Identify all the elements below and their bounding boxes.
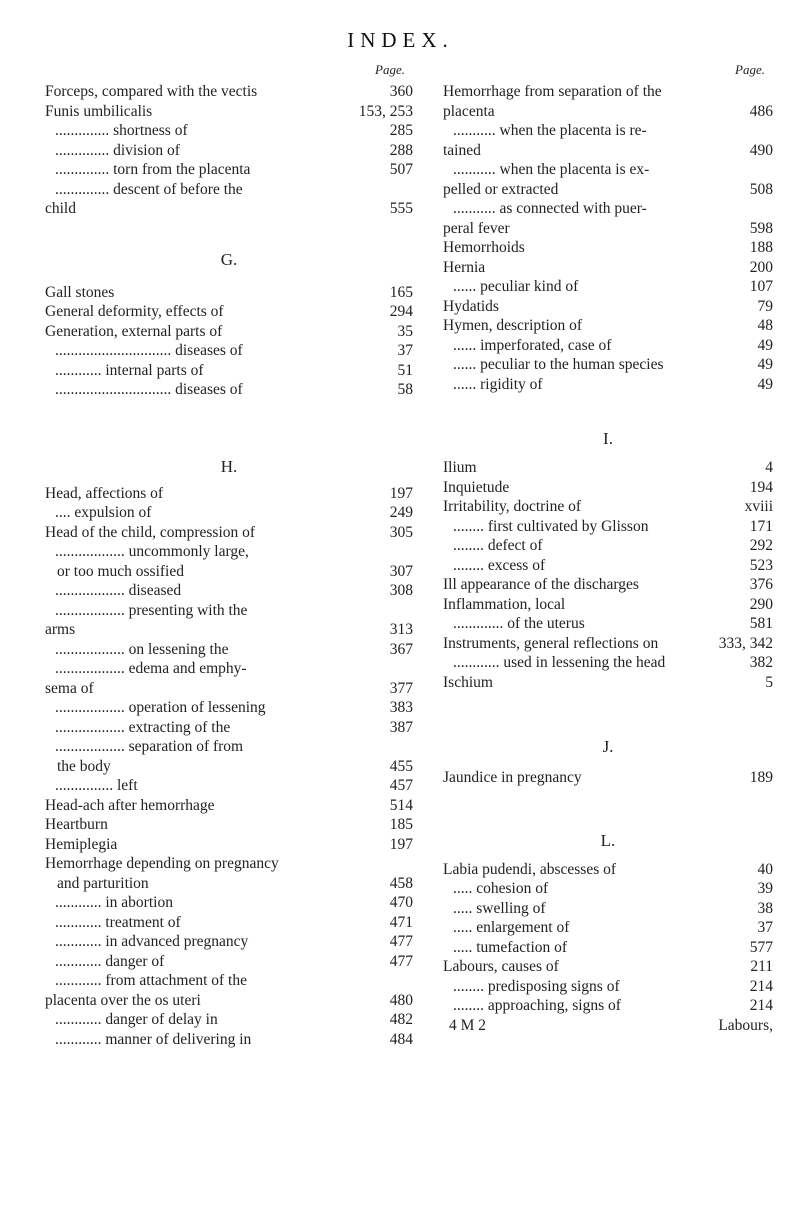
index-entry: [443, 102, 773, 122]
index-entry: [45, 523, 413, 543]
entry-term: ............ in advanced pregnancy: [55, 933, 249, 950]
entry-term: .................. on lessening the: [55, 640, 229, 658]
index-entry: [45, 718, 413, 738]
index-entry: [443, 497, 773, 517]
entry-term: ........ defect of: [453, 537, 543, 554]
entry-term: ............. of the uterus: [453, 615, 585, 632]
index-entry: [443, 121, 773, 141]
entry-page: 285: [389, 122, 413, 139]
entry-term: General deformity, effects of: [45, 303, 224, 320]
index-entry: [443, 478, 773, 498]
left-column: [45, 62, 413, 1049]
entry-term: Head, affections of: [45, 484, 164, 502]
entry-term: ........ predisposing signs of: [453, 977, 620, 995]
entry-page: 457: [389, 777, 413, 794]
index-section: [45, 456, 413, 1050]
index-section: [443, 82, 773, 394]
entry-page: 48: [757, 317, 773, 334]
index-entry: [45, 640, 413, 660]
entry-term: .............. shortness of: [55, 122, 188, 139]
index-entry: [45, 283, 413, 303]
entry-page: 188: [749, 239, 773, 256]
entry-term: Labours, causes of: [443, 958, 559, 975]
entry-term: .................. operation of lessening: [55, 699, 266, 716]
entry-term: .............................. diseases of: [55, 342, 243, 359]
index-entry: [443, 336, 773, 356]
entry-page: 153, 253: [358, 102, 413, 120]
index-entry: [45, 121, 413, 141]
index-entry: [45, 82, 413, 102]
entry-term: .............. division of: [55, 141, 180, 159]
index-entry: [45, 776, 413, 796]
entry-term: Heartburn: [45, 816, 108, 833]
index-entry: [443, 977, 773, 997]
signature-line: [443, 1016, 773, 1036]
entry-page: 49: [757, 336, 773, 354]
index-entry: [443, 634, 773, 654]
entry-page: 194: [749, 478, 773, 496]
index-entry: [443, 199, 773, 219]
entry-page: 482: [389, 1011, 413, 1028]
entry-page: 197: [389, 835, 413, 853]
entry-term: the body: [57, 757, 111, 775]
entry-term: ..... enlargement of: [453, 919, 570, 936]
entry-page: 470: [389, 894, 413, 911]
index-entry: [45, 562, 413, 582]
entry-term: .................. presenting with the: [55, 601, 248, 619]
entry-page: 387: [389, 718, 413, 736]
entry-page: 37: [757, 919, 773, 936]
entry-term: Ill appearance of the discharges: [443, 576, 639, 593]
index-entry: [443, 316, 773, 336]
entry-page: 211: [750, 958, 773, 975]
entry-page: xviii: [744, 498, 773, 515]
index-entry: [443, 860, 773, 880]
entry-page: 165: [389, 283, 413, 301]
entry-page: 58: [397, 381, 413, 398]
entry-page: 200: [749, 258, 773, 276]
entry-term: .................. extracting of the: [55, 718, 231, 736]
entry-term: sema of: [45, 679, 94, 697]
index-entry: [443, 768, 773, 788]
entry-page: 377: [389, 679, 413, 697]
index-entry: [45, 815, 413, 835]
entry-term: ............ danger of: [55, 952, 165, 970]
entry-page: 189: [749, 769, 773, 786]
section-letter: G.: [220, 249, 238, 269]
entry-term: Labia pudendi, abscesses of: [443, 860, 617, 878]
entry-page: 214: [749, 977, 773, 995]
entry-page: 294: [389, 303, 413, 320]
entry-term: ...... peculiar kind of: [453, 278, 579, 295]
entry-page: 382: [749, 654, 773, 671]
entry-term: ...... imperforated, case of: [453, 336, 612, 354]
index-entry: [45, 160, 413, 180]
entry-term: Gall stones: [45, 283, 115, 301]
entry-page: 486: [749, 102, 773, 120]
index-entry: [443, 219, 773, 239]
index-blocks: [443, 82, 773, 1016]
index-entry: [45, 659, 413, 679]
entry-page: 376: [749, 576, 773, 593]
entry-term: Ischium: [443, 673, 493, 691]
entry-term: ...... rigidity of: [453, 375, 543, 393]
entry-page: 185: [389, 816, 413, 833]
index-entry: [45, 601, 413, 621]
index-blocks: [45, 82, 413, 1049]
entry-page: 292: [749, 537, 773, 554]
entry-page: 288: [389, 141, 413, 159]
entry-term: placenta: [443, 102, 495, 120]
index-entry: [443, 957, 773, 977]
index-entry: [45, 361, 413, 381]
entry-term: .............. descent of before the: [55, 180, 243, 198]
entry-term: Hymen, description of: [443, 317, 583, 334]
entry-page: 49: [757, 356, 773, 373]
entry-term: ............ manner of delivering in: [55, 1030, 252, 1048]
index-entry: [45, 835, 413, 855]
index-entry: [45, 737, 413, 757]
entry-page: 214: [749, 997, 773, 1014]
entry-term: Hemorrhoids: [443, 239, 525, 256]
entry-page: 555: [389, 200, 413, 217]
entry-page: 477: [389, 952, 413, 970]
entry-term: ..... swelling of: [453, 899, 546, 917]
entry-term: .................. separation of from: [55, 738, 244, 755]
entry-term: ........... when the placenta is re-: [453, 122, 647, 139]
index-entry: [45, 796, 413, 816]
index-entry: [443, 899, 773, 919]
index-entry: [443, 595, 773, 615]
entry-term: Hemorrhage depending on pregnancy: [45, 855, 279, 872]
index-entry: [45, 620, 413, 640]
entry-term: ..... cohesion of: [453, 880, 549, 897]
entry-page: 39: [757, 880, 773, 897]
index-entry: [443, 653, 773, 673]
index-entry: [45, 1030, 413, 1050]
entry-term: Instruments, general reflections on: [443, 634, 659, 652]
index-entry: [443, 258, 773, 278]
entry-term: pelled or extracted: [443, 180, 559, 198]
index-entry: [45, 991, 413, 1011]
entry-term: peral fever: [443, 219, 510, 237]
entry-page: 577: [749, 938, 773, 956]
entry-term: ............... left: [55, 777, 138, 794]
index-entry: [45, 874, 413, 894]
entry-term: Hemorrhage from separation of the: [443, 83, 662, 100]
entry-term: Hydatids: [443, 297, 499, 315]
entry-term: ............ used in lessening the head: [453, 654, 666, 671]
index-entry: [443, 556, 773, 576]
index-section: [443, 428, 773, 692]
index-entry: [443, 355, 773, 375]
section-letter: J.: [602, 737, 614, 756]
entry-term: child: [45, 200, 76, 217]
index-entry: [443, 458, 773, 478]
index-entry: [443, 918, 773, 938]
entry-page: 360: [389, 83, 413, 100]
entry-page: 598: [749, 219, 773, 237]
entry-page: 507: [389, 161, 413, 178]
index-entry: [45, 302, 413, 322]
entry-page: 308: [389, 582, 413, 599]
entry-term: Hemiplegia: [45, 835, 118, 853]
entry-page: 367: [389, 640, 413, 658]
index-section: [443, 830, 773, 1016]
entry-page: 40: [757, 860, 773, 878]
index-entry: [45, 542, 413, 562]
index-entry: [45, 199, 413, 219]
entry-term: or too much ossified: [57, 562, 184, 580]
entry-page: 305: [389, 523, 413, 541]
index-entry: [45, 679, 413, 699]
entry-term: tained: [443, 141, 481, 159]
index-entry: [443, 517, 773, 537]
index-entry: [45, 1010, 413, 1030]
entry-term: Inquietude: [443, 478, 510, 496]
index-section: [443, 736, 773, 788]
index-entry: [45, 141, 413, 161]
entry-term: ...... peculiar to the human species: [453, 356, 664, 373]
index-entry: [443, 180, 773, 200]
index-entry: [45, 932, 413, 952]
entry-term: .................. uncommonly large,: [55, 543, 249, 560]
index-entry: [45, 757, 413, 777]
entry-term: ..... tumefaction of: [453, 938, 568, 956]
entry-term: ............ from attachment of the: [55, 972, 247, 989]
entry-term: ............ treatment of: [55, 913, 181, 931]
entry-page: 383: [389, 699, 413, 716]
index-entry: [45, 380, 413, 400]
entry-term: Inflammation, local: [443, 595, 566, 613]
entry-page: 35: [397, 322, 413, 340]
index-entry: [45, 893, 413, 913]
page-column-label: Page.: [375, 62, 405, 77]
index-entry: [443, 141, 773, 161]
entry-page: 523: [749, 556, 773, 574]
entry-term: ........ first cultivated by Glisson: [453, 517, 649, 535]
entry-term: Generation, external parts of: [45, 322, 223, 340]
entry-page: 458: [389, 874, 413, 892]
index-entry: [443, 879, 773, 899]
entry-page: 5: [765, 673, 773, 691]
entry-page: 508: [749, 180, 773, 198]
entry-term: and parturition: [57, 874, 149, 892]
index-entry: [443, 938, 773, 958]
entry-page: 490: [749, 141, 773, 159]
index-entry: [45, 341, 413, 361]
entry-page: 581: [749, 615, 773, 632]
index-entry: [45, 322, 413, 342]
entry-term: .................. diseased: [55, 582, 182, 599]
entry-page: 38: [757, 899, 773, 917]
entry-page: 514: [389, 796, 413, 814]
index-section: [45, 249, 413, 400]
section-letter: H.: [220, 456, 238, 476]
entry-page: 471: [389, 913, 413, 931]
entry-page: 197: [389, 484, 413, 502]
index-entry: [45, 581, 413, 601]
index-entry: [443, 375, 773, 395]
entry-term: ........ excess of: [453, 556, 546, 574]
entry-term: Ilium: [443, 459, 477, 476]
entry-page: 79: [757, 297, 773, 315]
index-entry: [443, 614, 773, 634]
signature-mark: 4 M 2: [449, 1016, 487, 1034]
entry-term: placenta over the os uteri: [45, 991, 201, 1009]
index-entry: [45, 698, 413, 718]
entry-page: 307: [389, 562, 413, 580]
index-entry: [443, 297, 773, 317]
entry-term: ............ internal parts of: [55, 361, 204, 379]
index-entry: [443, 82, 773, 102]
entry-page: 477: [389, 933, 413, 950]
index-entry: [443, 996, 773, 1016]
entry-term: Irritability, doctrine of: [443, 498, 582, 515]
entry-term: ........ approaching, signs of: [453, 997, 621, 1014]
entry-term: ........... when the placenta is ex-: [453, 161, 650, 178]
index-header: INDEX.: [347, 28, 454, 52]
entry-term: ............ in abortion: [55, 894, 173, 911]
page-column-label: Page.: [735, 62, 765, 77]
entry-term: ........... as connected with puer-: [453, 200, 647, 217]
section-letter: L.: [600, 830, 616, 850]
entry-page: 249: [389, 504, 413, 521]
index-entry: [443, 238, 773, 258]
entry-page: 333, 342: [718, 634, 773, 652]
entry-term: Forceps, compared with the vectis: [45, 83, 258, 100]
entry-term: Hernia: [443, 258, 486, 276]
entry-page: 51: [397, 361, 413, 379]
index-section: [45, 82, 413, 219]
entry-page: 313: [389, 621, 413, 638]
index-entry: [443, 575, 773, 595]
index-entry: [45, 102, 413, 122]
entry-term: ............ danger of delay in: [55, 1011, 218, 1028]
index-entry: [443, 277, 773, 297]
entry-term: .............. torn from the placenta: [55, 161, 251, 178]
index-entry: [443, 673, 773, 693]
entry-page: 484: [389, 1030, 413, 1048]
section-letter: I.: [603, 429, 613, 448]
entry-term: Funis umbilicalis: [45, 102, 153, 120]
index-entry: [45, 503, 413, 523]
entry-term: Jaundice in pregnancy: [443, 769, 582, 786]
entry-term: .................. edema and emphy-: [55, 660, 247, 677]
index-entry: [45, 913, 413, 933]
index-entry: [45, 180, 413, 200]
index-entry: [443, 160, 773, 180]
entry-term: arms: [45, 621, 76, 638]
entry-page: 480: [389, 991, 413, 1009]
entry-term: .... expulsion of: [55, 504, 152, 521]
index-entry: [45, 484, 413, 504]
entry-term: Head of the child, compression of: [45, 523, 256, 541]
entry-page: 290: [749, 595, 773, 613]
index-entry: [443, 536, 773, 556]
entry-page: 4: [765, 459, 773, 476]
right-column: [443, 62, 773, 1035]
entry-page: 107: [749, 278, 773, 295]
entry-page: 171: [749, 517, 773, 535]
index-entry: [45, 952, 413, 972]
catchword: Labours,: [718, 1016, 773, 1034]
entry-page: 455: [389, 757, 413, 775]
index-entry: [45, 854, 413, 874]
entry-term: Head-ach after hemorrhage: [45, 796, 215, 814]
entry-term: .............................. diseases of: [55, 381, 243, 398]
entry-page: 37: [397, 342, 413, 359]
index-entry: [45, 971, 413, 991]
entry-page: 49: [757, 375, 773, 393]
